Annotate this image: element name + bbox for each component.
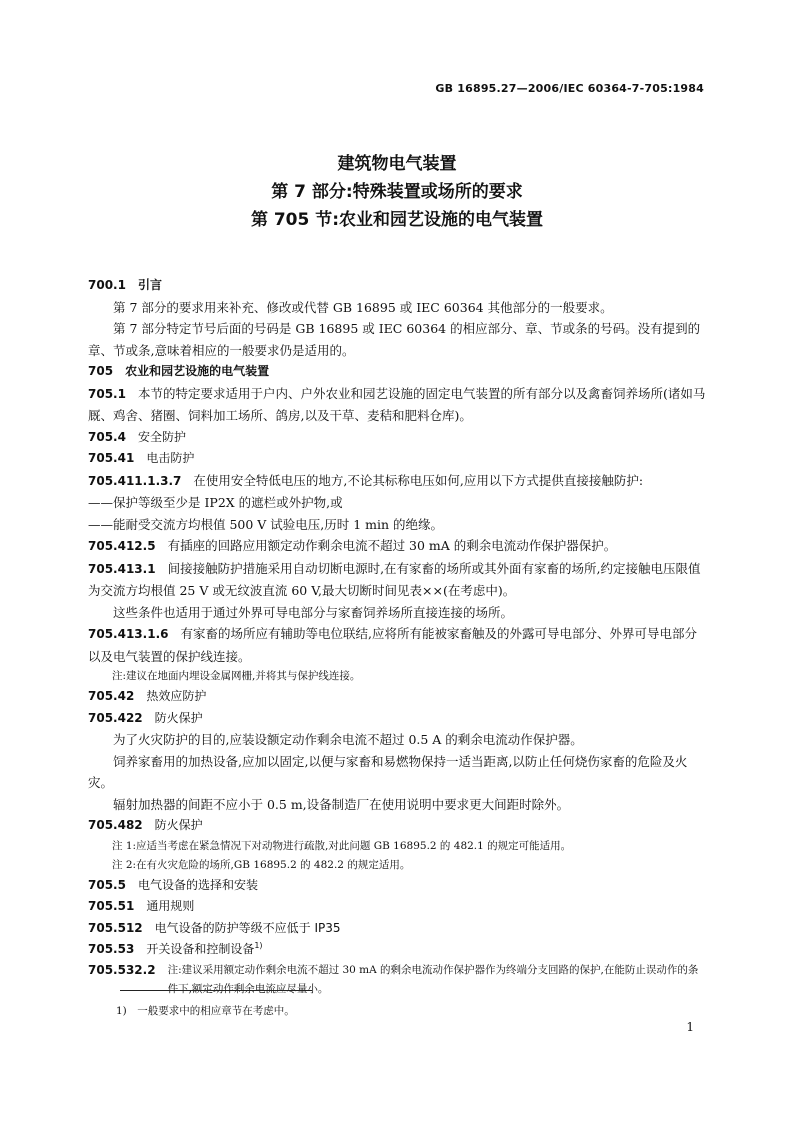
clause-705-482-heading: 705.482 防火保护 xyxy=(88,818,203,832)
document-body xyxy=(88,275,706,999)
clause-705-411-1-3-7: 705.411.1.3.7 在使用安全特低电压的地方,不论其标称电压如何,应用以下方式提供直接接触防护: xyxy=(88,472,644,488)
footnote-rule xyxy=(120,990,312,991)
clause-705-1: 705.1 本节的特定要求适用于户内、户外农业和园艺设施的固定电气装置的所有部分以及禽畜饲养场所(诸如马厩、鸡舍、猪圈、饲料加工场所、鸽房,以及干草、麦秸和肥料仓库)。 xyxy=(88,385,706,423)
paragraph-heating-equipment: 饲养家畜用的加热设备,应加以固定,以便与家畜和易燃物保持一适当距离,以防止任何烧伤家畜的危险及火灾。 xyxy=(88,753,688,790)
clause-705-51-heading: 705.51 通用规则 xyxy=(88,899,195,913)
clause-705-412-5: 705.412.5 有插座的回路应用额定动作剩余电流不超过 30 mA 的剩余电流动作保护器保护。 xyxy=(88,538,617,553)
page-number: 1 xyxy=(686,1020,694,1034)
dash-item-2: ——能耐受交流方均根值 500 V 试验电压,历时 1 min 的绝缘。 xyxy=(88,516,444,532)
paragraph-radiant-heater: 辐射加热器的间距不应小于 0.5 m,设备制造厂在使用说明中要求更大间距时除外。 xyxy=(113,796,570,812)
standard-number-header: GB 16895.27—2006/IEC 60364-7-705:1984 xyxy=(435,82,704,95)
clause-705-4-heading: 705.4 安全防护 xyxy=(88,429,186,444)
paragraph-fire-rcd: 为了火灾防护的目的,应装设额定动作剩余电流不超过 0.5 A 的剩余电流动作保护器。 xyxy=(113,732,583,747)
document-title xyxy=(0,150,794,234)
paragraph-intro-1: 第 7 部分的要求用来补充、修改或代替 GB 16895 或 IEC 60364 其他部分的一般要求。 xyxy=(113,299,613,315)
title-line-2: 第 7 部分:特殊装置或场所的要求 xyxy=(271,182,523,202)
clause-705-422-heading: 705.422 防火保护 xyxy=(88,710,203,725)
clause-705-5-heading: 705.5 电气设备的选择和安装 xyxy=(88,877,258,892)
section-705-heading: 705 农业和园艺设施的电气装置 xyxy=(88,364,270,378)
clause-705-41-heading: 705.41 电击防护 xyxy=(88,451,195,465)
clause-705-42-heading: 705.42 热效应防护 xyxy=(88,689,207,703)
clause-705-532-2: 705.532.2 注:建议采用额定动作剩余电流不超过 30 mA 的剩余电流动作保护器作为终端分支回路的保护,在能防止误动作的条件下,额定动作剩余电流应尽量小。 xyxy=(88,962,699,995)
title-line-3: 第 705 节:农业和园艺设施的电气装置 xyxy=(250,210,544,230)
clause-705-413-1: 705.413.1 间接接触防护措施采用自动切断电源时,在有家畜的场所或其外面有家畜的场所,约定接触电压限值为交流方均根值 25 V 或无纹波直流 60 V,最大切断时间见表××(在考虑中)。 xyxy=(88,560,701,598)
note-grid: 注:建议在地面内埋设金属网栅,并将其与保护线连接。 xyxy=(112,670,361,682)
note-evacuation: 注 1:应适当考虑在紧急情况下对动物进行疏散,对此问题 GB 16895.2 的 482.1 的规定可能适用。 xyxy=(112,839,572,852)
clause-705-413-1-6: 705.413.1.6 有家畜的场所应有辅助等电位联结,应将所有能被家畜触及的外露可导电部分、外界可导电部分以及电气装置的保护线连接。 xyxy=(88,626,697,664)
section-700-1-heading: 700.1 引言 xyxy=(88,278,162,292)
footnote: 1) 一般要求中的相应章节在考虑中。 xyxy=(116,1005,295,1017)
title-line-1: 建筑物电气装置 xyxy=(337,154,457,174)
note-fire-risk: 注 2:在有火灾危险的场所,GB 16895.2 的 482.2 的规定适用。 xyxy=(112,858,411,871)
clause-705-53-heading: 705.53 开关设备和控制设备$^{1)}$ xyxy=(88,941,263,956)
clause-705-512-heading: 705.512 电气设备的防护等级不应低于 IP35 xyxy=(88,920,341,935)
dash-item-1: ——保护等级至少是 IP2X 的遮栏或外护物,或 xyxy=(88,495,343,510)
paragraph-conditions: 这些条件也适用于通过外界可导电部分与家畜饲养场所直接连接的场所。 xyxy=(113,604,514,620)
footnote-marker: 1) xyxy=(254,941,263,950)
paragraph-intro-2: 第 7 部分特定节号后面的号码是 GB 16895 或 IEC 60364 的相应部分、章、节或条的号码。没有提到的章、节或条,意味着相应的一般要求仍是适用的。 xyxy=(88,321,701,358)
